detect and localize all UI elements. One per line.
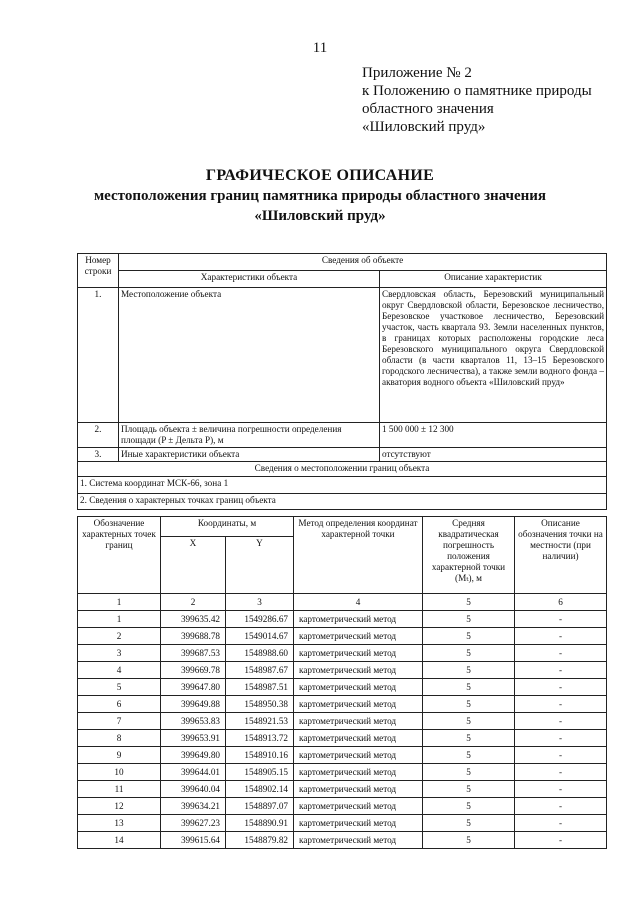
header-description: Описание характеристик <box>380 271 607 288</box>
appendix-line-3: областного значения <box>362 101 494 117</box>
determination-method: картометрический метод <box>294 730 423 747</box>
header-method: Метод определения координат характерной точки <box>294 517 423 594</box>
mean-square-error: 5 <box>423 764 515 781</box>
header-y: Y <box>226 537 294 594</box>
column-index: 4 <box>294 594 423 611</box>
ground-mark: - <box>515 662 607 679</box>
point-number: 10 <box>78 764 161 781</box>
coordinate-x: 399627.23 <box>161 815 226 832</box>
points-section-heading: 2. Сведения о характерных точках границ объекта <box>78 494 607 510</box>
determination-method: картометрический метод <box>294 645 423 662</box>
row-number: 2. <box>78 423 119 448</box>
table-row <box>78 815 607 832</box>
header-coordinates: Координаты, м <box>161 517 294 537</box>
column-index: 5 <box>423 594 515 611</box>
point-number: 4 <box>78 662 161 679</box>
point-number: 14 <box>78 832 161 849</box>
point-number: 11 <box>78 781 161 798</box>
coordinate-x: 399669.78 <box>161 662 226 679</box>
title-line-1: ГРАФИЧЕСКОЕ ОПИСАНИЕ <box>205 167 435 184</box>
determination-method: картометрический метод <box>294 764 423 781</box>
determination-method: картометрический метод <box>294 662 423 679</box>
mean-square-error: 5 <box>423 628 515 645</box>
coordinate-y: 1548910.16 <box>226 747 294 764</box>
coordinate-system: 1. Система координат МСК-66, зона 1 <box>78 477 607 494</box>
coordinate-x: 399688.78 <box>161 628 226 645</box>
point-number: 12 <box>78 798 161 815</box>
mean-square-error: 5 <box>423 696 515 713</box>
table-row <box>78 798 607 815</box>
table-row <box>78 679 607 696</box>
coordinate-y: 1548988.60 <box>226 645 294 662</box>
appendix-line-2: к Положению о памятнике природы <box>362 83 592 99</box>
coordinate-y: 1549286.67 <box>226 611 294 628</box>
mean-square-error: 5 <box>423 730 515 747</box>
appendix-line-4: «Шиловский пруд» <box>362 119 486 135</box>
mean-square-error: 5 <box>423 747 515 764</box>
coordinate-y: 1548897.07 <box>226 798 294 815</box>
coordinate-x: 399653.83 <box>161 713 226 730</box>
point-number: 6 <box>78 696 161 713</box>
ground-mark: - <box>515 730 607 747</box>
header-x: X <box>161 537 226 594</box>
characteristic-value: отсутствуют <box>380 448 607 462</box>
mean-square-error: 5 <box>423 815 515 832</box>
coordinate-y: 1548913.72 <box>226 730 294 747</box>
table-row <box>78 645 607 662</box>
coordinate-y: 1548987.51 <box>226 679 294 696</box>
appendix-line-1: Приложение № 2 <box>362 65 472 81</box>
header-characteristics: Характеристики объекта <box>119 271 380 288</box>
mean-square-error: 5 <box>423 781 515 798</box>
ground-mark: - <box>515 696 607 713</box>
coordinate-y: 1548921.53 <box>226 713 294 730</box>
coordinate-y: 1548879.82 <box>226 832 294 849</box>
ground-mark: - <box>515 679 607 696</box>
characteristic-value: 1 500 000 ± 12 300 <box>380 423 607 448</box>
determination-method: картометрический метод <box>294 628 423 645</box>
ground-mark: - <box>515 713 607 730</box>
coordinate-y: 1548987.67 <box>226 662 294 679</box>
ground-mark: - <box>515 611 607 628</box>
mean-square-error: 5 <box>423 713 515 730</box>
determination-method: картометрический метод <box>294 798 423 815</box>
column-index: 2 <box>161 594 226 611</box>
title-line-2: местоположения границ памятника природы областного значения <box>93 188 547 204</box>
determination-method: картометрический метод <box>294 815 423 832</box>
mean-square-error: 5 <box>423 662 515 679</box>
point-number: 13 <box>78 815 161 832</box>
table-row <box>78 696 607 713</box>
object-info-table <box>77 253 607 510</box>
appendix-note <box>362 64 592 136</box>
header-object-info: Сведения об объекте <box>119 254 607 271</box>
mean-square-error: 5 <box>423 611 515 628</box>
row-number: 3. <box>78 448 119 462</box>
column-index: 6 <box>515 594 607 611</box>
table-row <box>78 781 607 798</box>
mean-square-error: 5 <box>423 832 515 849</box>
column-index: 3 <box>226 594 294 611</box>
table-row <box>78 730 607 747</box>
determination-method: картометрический метод <box>294 611 423 628</box>
table-row <box>78 764 607 781</box>
ground-mark: - <box>515 798 607 815</box>
coordinate-x: 399653.91 <box>161 730 226 747</box>
point-number: 9 <box>78 747 161 764</box>
boundary-points-table <box>77 516 607 849</box>
coordinate-x: 399687.53 <box>161 645 226 662</box>
document-title <box>0 166 640 226</box>
coordinate-x: 399634.21 <box>161 798 226 815</box>
row-number: 1. <box>78 288 119 423</box>
characteristic-name: Местоположение объекта <box>119 288 380 423</box>
column-index: 1 <box>78 594 161 611</box>
determination-method: картометрический метод <box>294 781 423 798</box>
determination-method: картометрический метод <box>294 747 423 764</box>
point-number: 1 <box>78 611 161 628</box>
coordinate-x: 399635.42 <box>161 611 226 628</box>
ground-mark: - <box>515 628 607 645</box>
point-number: 5 <box>78 679 161 696</box>
title-line-3: «Шиловский пруд» <box>254 208 386 224</box>
page-number: 11 <box>312 40 328 56</box>
point-number: 3 <box>78 645 161 662</box>
ground-mark: - <box>515 645 607 662</box>
coordinate-x: 399615.64 <box>161 832 226 849</box>
ground-mark: - <box>515 764 607 781</box>
determination-method: картометрический метод <box>294 832 423 849</box>
table-row <box>78 628 607 645</box>
coordinate-y: 1548902.14 <box>226 781 294 798</box>
ground-mark: - <box>515 781 607 798</box>
ground-mark: - <box>515 747 607 764</box>
header-error: Средняя квадратическая погрешность положения характерной точки (Мₜ), м <box>423 517 515 594</box>
point-number: 8 <box>78 730 161 747</box>
table-row <box>78 832 607 849</box>
characteristic-name: Площадь объекта ± величина погрешности определения площади (P ± Дельта P), м <box>119 423 380 448</box>
determination-method: картометрический метод <box>294 679 423 696</box>
header-point-designation: Обозначение характерных точек границ <box>78 517 161 594</box>
mean-square-error: 5 <box>423 645 515 662</box>
determination-method: картометрический метод <box>294 713 423 730</box>
point-number: 7 <box>78 713 161 730</box>
table-row <box>78 611 607 628</box>
point-number: 2 <box>78 628 161 645</box>
coordinate-x: 399649.88 <box>161 696 226 713</box>
mean-square-error: 5 <box>423 679 515 696</box>
characteristic-value: Свердловская область, Березовский муниципальный округ Свердловской области, Березовское лесничество, Березовское участковое лесничество, Березовский участок, часть квартала 93. Земли населенных пунктов, в границах которых расположены городские леса Березовского муниципального округа Свердловской области (в части кварталов 11, 13–15 Березовского городского лесничества), а также земли водного фонда – акватория водного объекта «Шиловский пруд» <box>380 288 607 423</box>
coordinate-x: 399644.01 <box>161 764 226 781</box>
determination-method: картометрический метод <box>294 696 423 713</box>
characteristic-name: Иные характеристики объекта <box>119 448 380 462</box>
coordinate-y: 1548905.15 <box>226 764 294 781</box>
mean-square-error: 5 <box>423 798 515 815</box>
boundary-section-heading: Сведения о местоположении границ объекта <box>78 462 607 477</box>
table-row <box>78 747 607 764</box>
header-ground-mark: Описание обозначения точки на местности (при наличии) <box>515 517 607 594</box>
ground-mark: - <box>515 815 607 832</box>
coordinate-y: 1548890.91 <box>226 815 294 832</box>
coordinate-x: 399649.80 <box>161 747 226 764</box>
coordinate-y: 1548950.38 <box>226 696 294 713</box>
coordinate-y: 1549014.67 <box>226 628 294 645</box>
header-row-number: Номер строки <box>78 254 119 288</box>
table-row <box>78 662 607 679</box>
coordinate-x: 399647.80 <box>161 679 226 696</box>
ground-mark: - <box>515 832 607 849</box>
table-row <box>78 713 607 730</box>
coordinate-x: 399640.04 <box>161 781 226 798</box>
